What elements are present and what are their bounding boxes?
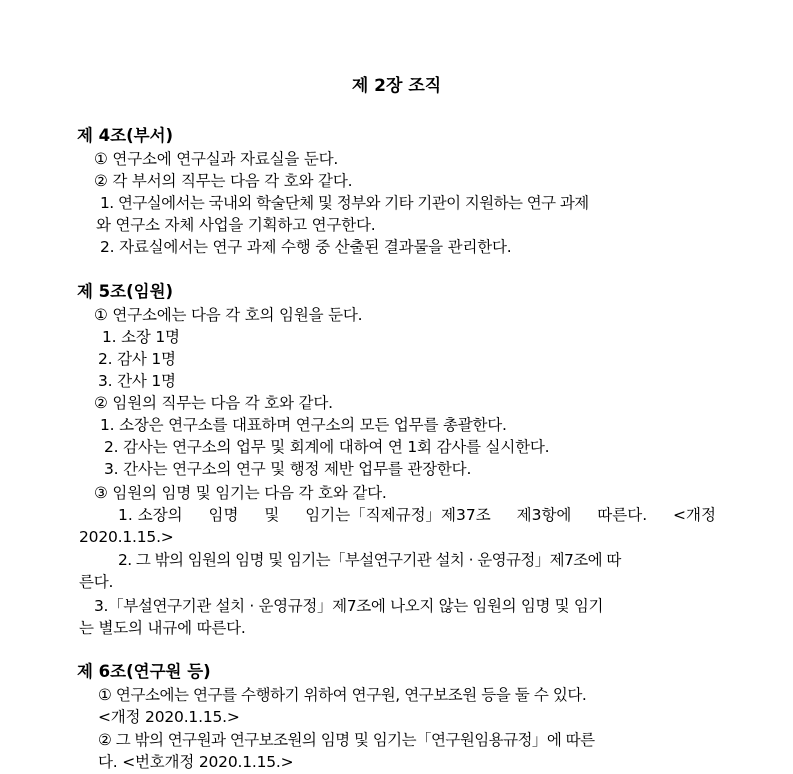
appointment-1-word: 제3항에 <box>516 506 572 524</box>
article-5-appointment-3-continued: 는 별도의 내규에 따른다. <box>79 619 246 637</box>
article-5-appointment-2-continued: 른다. <box>79 573 114 591</box>
article-4-item-1-continued: 와 연구소 자체 사업을 기획하고 연구한다. <box>96 216 376 234</box>
article-5-duty-3: 3. 간사는 연구소의 연구 및 행정 제반 업무를 관장한다. <box>104 460 472 478</box>
article-5-officer-1: 1. 소장 1명 <box>102 328 180 346</box>
article-6-paragraph-2-continued: 다. <번호개정 2020.1.15.> <box>98 753 294 771</box>
article-5-appointment-1 <box>118 504 716 526</box>
appointment-1-word: 1. 소장의 <box>118 506 183 524</box>
appointment-1-word: 임기는「직제규정」제37조 <box>305 506 491 524</box>
article-4-paragraph-1: ① 연구소에 연구실과 자료실을 둔다. <box>94 150 339 168</box>
article-6-paragraph-2: ② 그 밖의 연구원과 연구보조원의 임명 및 임기는「연구원임용규정」에 따른 <box>98 731 595 749</box>
article-5-duty-1: 1. 소장은 연구소를 대표하며 연구소의 모든 업무를 총괄한다. <box>100 416 507 434</box>
article-5-title: 제 5조(임원) <box>77 282 174 301</box>
article-5-appointment-3: 3.「부설연구기관 설치 · 운영규정」제7조에 나오지 않는 임원의 임명 및 임기 <box>94 597 604 615</box>
article-5-duty-2: 2. 감사는 연구소의 업무 및 회계에 대하여 연 1회 감사를 실시한다. <box>104 438 550 456</box>
article-6-paragraph-1: ① 연구소에는 연구를 수행하기 위하여 연구원, 연구보조원 등을 둘 수 있다. <box>98 686 587 704</box>
article-5-appointment-1-date: 2020.1.15.> <box>79 528 174 546</box>
article-5-appointment-2: 2. 그 밖의 임원의 임명 및 임기는「부설연구기관 설치 · 운영규정」제7조에 따 <box>118 551 621 569</box>
appointment-1-word: 및 <box>264 506 280 524</box>
article-4-item-1: 1. 연구실에서는 국내외 학술단체 및 정부와 기타 기관이 지원하는 연구 과제 <box>100 194 589 212</box>
article-6-paragraph-1-date: <개정 2020.1.15.> <box>98 708 240 726</box>
article-4-title: 제 4조(부서) <box>77 126 174 145</box>
article-4-item-2: 2. 자료실에서는 연구 과제 수행 중 산출된 결과물을 관리한다. <box>100 238 512 256</box>
appointment-1-word: <개정 <box>673 506 716 524</box>
article-4-paragraph-2: ② 각 부서의 직무는 다음 각 호와 같다. <box>94 172 353 190</box>
article-5-paragraph-1: ① 연구소에는 다음 각 호의 임원을 둔다. <box>94 306 363 324</box>
article-5-officer-2: 2. 감사 1명 <box>98 350 176 368</box>
appointment-1-word: 임명 <box>208 506 239 524</box>
article-5-officer-3: 3. 간사 1명 <box>98 372 176 390</box>
article-5-paragraph-3: ③ 임원의 임명 및 임기는 다음 각 호와 같다. <box>94 484 387 502</box>
chapter-title: 제 2장 조직 <box>351 76 442 96</box>
appointment-1-word: 따른다. <box>597 506 648 524</box>
article-6-title: 제 6조(연구원 등) <box>77 662 211 681</box>
article-5-paragraph-2: ② 임원의 직무는 다음 각 호와 같다. <box>94 394 333 412</box>
